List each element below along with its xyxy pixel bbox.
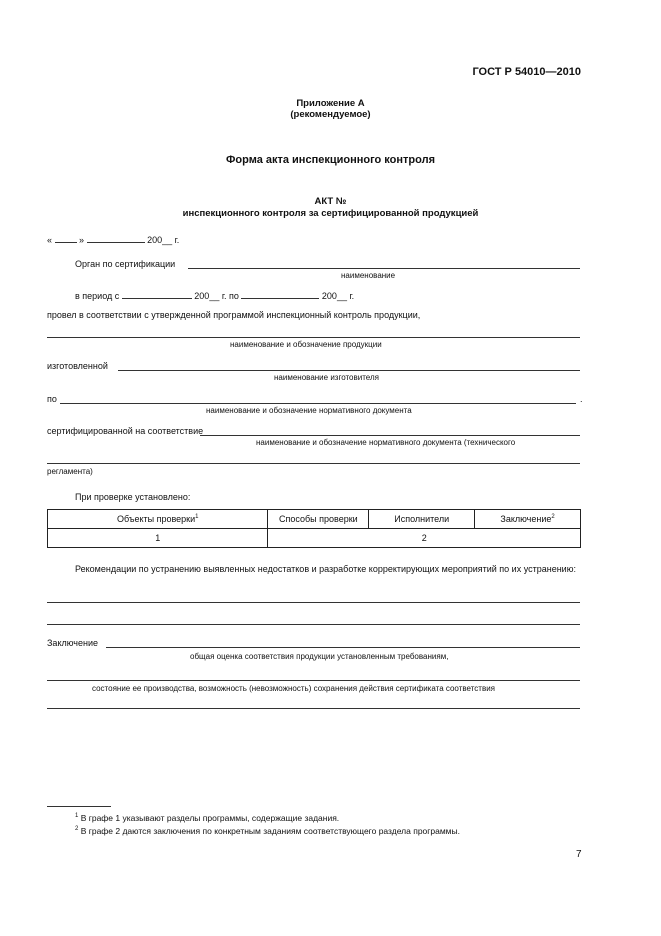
found-label: При проверке установлено:: [75, 492, 191, 502]
act-subtitle: инспекционного контроля за сертифицированной продукцией: [182, 208, 479, 219]
header-conclusion: Заключение$^2$: [475, 510, 581, 529]
organ-label: Орган по сертификации: [75, 259, 176, 269]
conclusion-field[interactable]: [106, 647, 580, 648]
conclusion-caption-1: общая оценка соответствия продукции установленным требованиям,: [190, 652, 449, 661]
column-number-2: 2: [268, 529, 581, 548]
annex-title: Приложение А: [296, 98, 365, 109]
period-line: в период с 200__ г. по 200__ г.: [75, 291, 355, 301]
conclusion-label: Заключение: [47, 638, 98, 648]
recommendations-text: Рекомендации по устранению выявленных недостатков и разработке корректирующих мероприятий по их устранению:: [75, 564, 576, 574]
header-objects: Объекты проверки$^1$: [48, 510, 268, 529]
recommendations-line-1[interactable]: [47, 602, 580, 603]
conducted-text: провел в соответствии с утвержденной программой инспекционный контроль продукции,: [47, 310, 421, 320]
recommendations-line-2[interactable]: [47, 624, 580, 625]
table-number-row: [48, 529, 581, 548]
footnote-1: $^1$ В графе 1 указывают разделы программы, содержащие задания.: [75, 813, 340, 823]
manufacturer-caption: наименование изготовителя: [274, 373, 379, 382]
act-date: « » 200__ г.: [47, 235, 180, 245]
footnote-separator: [47, 806, 111, 807]
inspection-table: [47, 509, 581, 548]
header-methods: Способы проверки: [268, 510, 369, 529]
manufacturer-field[interactable]: [118, 370, 580, 371]
header-executors: Исполнители: [369, 510, 475, 529]
certified-caption: наименование и обозначение нормативного документа (технического: [256, 438, 516, 447]
table-header-row: [48, 510, 581, 529]
column-number-1: 1: [48, 529, 268, 548]
certified-field-cont[interactable]: [47, 463, 580, 464]
by-end: .: [580, 394, 583, 404]
conclusion-field-3[interactable]: [47, 708, 580, 709]
product-field[interactable]: [47, 337, 580, 338]
form-title: Форма акта инспекционного контроля: [226, 154, 435, 166]
product-caption: наименование и обозначение продукции: [230, 340, 382, 349]
standard-number: ГОСТ Р 54010—2010: [472, 66, 581, 78]
normdoc-field[interactable]: [60, 403, 576, 404]
organ-field[interactable]: [188, 268, 580, 269]
organ-caption: наименование: [341, 271, 396, 280]
normdoc-caption: наименование и обозначение нормативного документа: [206, 406, 412, 415]
certified-field[interactable]: [200, 435, 580, 436]
page-number: 7: [576, 849, 582, 860]
footnote-2: $^2$ В графе 2 даются заключения по конкретным заданиям соответствующего раздела программы.: [75, 826, 460, 836]
certified-caption-cont: регламента): [47, 467, 93, 476]
manufactured-label: изготовленной: [47, 361, 108, 371]
by-label: по: [47, 394, 57, 404]
certified-label: сертифицированной на соответствие: [47, 426, 204, 436]
annex-subtitle: (рекомендуемое): [290, 109, 371, 120]
conclusion-caption-2: состояние ее производства, возможность (невозможность) сохранения действия сертификата соответствия: [92, 684, 495, 693]
act-title: АКТ №: [314, 196, 347, 207]
conclusion-field-2[interactable]: [47, 680, 580, 681]
